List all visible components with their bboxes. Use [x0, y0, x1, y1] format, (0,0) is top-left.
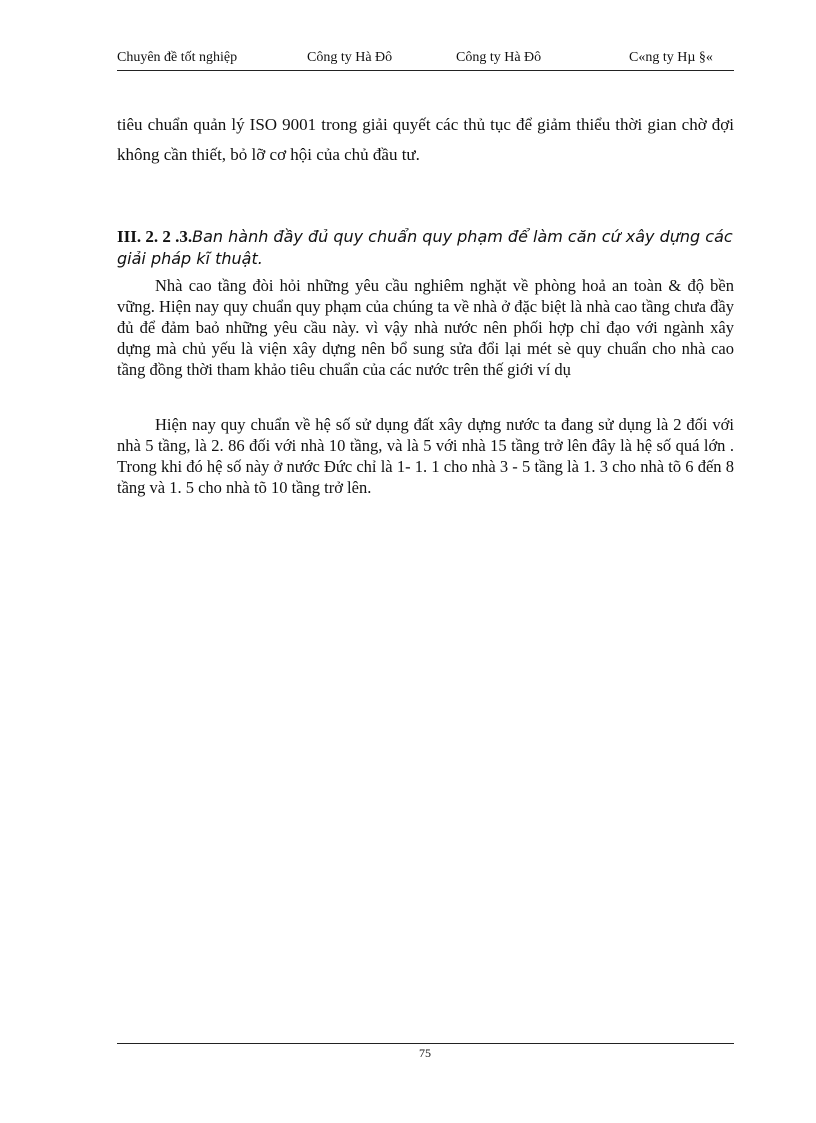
section-number: III. 2. 2 .3.	[117, 227, 193, 246]
header-company-2: Công ty Hà Đô	[456, 50, 542, 65]
header-rule	[117, 70, 734, 71]
page-number: 75	[419, 1046, 431, 1060]
section-heading	[117, 226, 734, 270]
paragraph-2: Nhà cao tầng đòi hỏi những yêu cầu nghiêm nghặt về phòng hoả an toàn & độ bền vững. Hiện nay quy chuẩn quy phạm của chúng ta về nhà ở đặc biệt là nhà cao tầng chưa đầy đủ để đảm baỏ những yêu cầu này. vì vậy nhà nước nên phối hợp chỉ đạo với ngành xây dựng mà chủ yếu là viện xây dựng nên bổ sung sửa đổi lại mét sè quy chuẩn cho nhà cao tầng đồng thời tham khảo tiêu chuẩn của các nước trên thế giới ví dụ	[117, 276, 734, 379]
header-doc-type: Chuyên đề tốt nghiệp	[117, 50, 238, 65]
section-title: Ban hành đầy đủ quy chuẩn quy phạm để làm căn cứ xây dựng các giải pháp kĩ thuật.	[117, 227, 733, 268]
header-company-1: Công ty Hà Đô	[307, 50, 393, 65]
page-header	[117, 50, 733, 70]
footer-rule	[117, 1043, 734, 1044]
header-company-3: C«ng ty Hµ §«	[629, 50, 713, 65]
paragraph-1: tiêu chuẩn quản lý ISO 9001 trong giải quyết các thủ tục để giảm thiểu thời gian chờ đợi không cần thiết, bỏ lỡ cơ hội của chủ đầu tư.	[117, 115, 734, 164]
paragraph-3: Hiện nay quy chuẩn về hệ số sử dụng đất xây dựng nước ta đang sử dụng là 2 đối với nhà 5 tầng, là 2. 86 đối với nhà 10 tầng, và là 5 với nhà 15 tầng trở lên đây là hệ số quá lớn . Trong khi đó hệ số này ở nước Đức chỉ là 1- 1. 1 cho nhà 3 - 5 tầng là 1. 3 cho nhà tõ 6 đến 8 tầng và 1. 5 cho nhà tõ 10 tầng trở lên.	[117, 415, 734, 497]
